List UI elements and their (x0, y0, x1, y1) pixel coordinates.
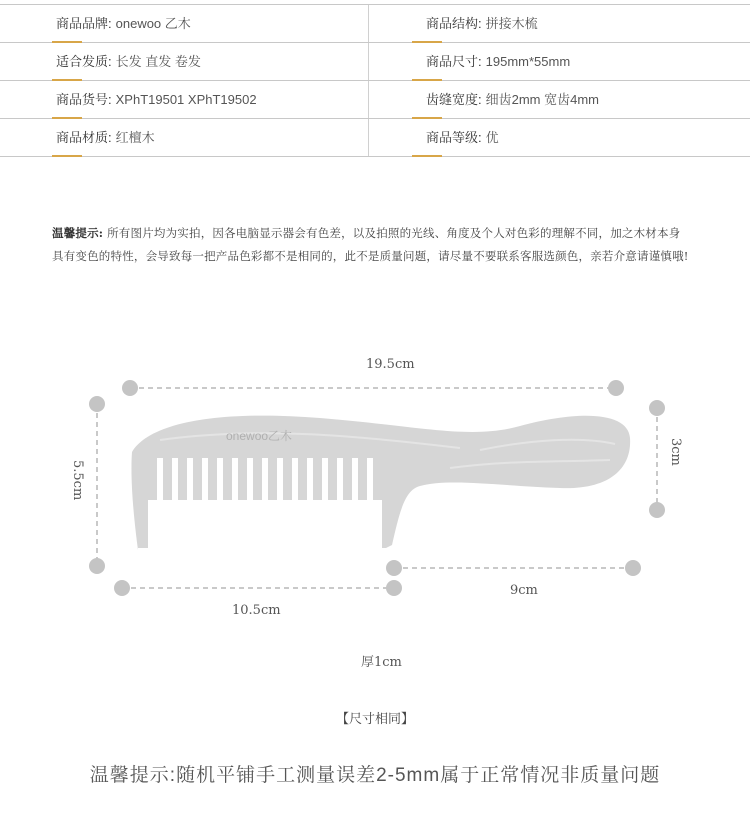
label-handle-height: 3cm (668, 438, 683, 466)
size-note: 【尺寸相同】 (335, 711, 414, 726)
label-thickness: 厚1cm (361, 655, 402, 670)
spec-label: 齿缝宽度: (426, 92, 482, 107)
spec-cell-structure (426, 5, 538, 42)
spec-cell-grade (426, 119, 499, 156)
spec-value: 细齿2mm 宽齿4mm (485, 92, 600, 107)
spec-value: 195mm*55mm (485, 54, 571, 69)
spec-row (0, 4, 750, 43)
measurement-tip: 温馨提示:随机平铺手工测量误差2-5mm属于正常情况非质量问题 (89, 765, 661, 786)
spec-cell-item-number (56, 81, 257, 118)
spec-cell-size (426, 43, 570, 80)
label-teeth-length: 10.5cm (232, 603, 281, 618)
comb-illustration (0, 340, 750, 700)
spec-cell-brand (56, 5, 191, 42)
spec-label: 商品货号: (56, 92, 112, 107)
label-total-length: 19.5cm (366, 357, 415, 372)
spec-value: 优 (485, 130, 499, 145)
comb-logo-text: onewoo乙木 (226, 429, 293, 443)
spec-cell-tooth-gap (426, 81, 599, 118)
comb-shape (131, 416, 630, 558)
spec-value: 拼接木梳 (485, 16, 538, 31)
spec-label: 商品结构: (426, 16, 482, 31)
spec-value: onewoo 乙木 (115, 16, 191, 31)
spec-cell-hair-type (56, 43, 201, 80)
label-comb-height: 5.5cm (70, 460, 85, 501)
spec-table (0, 0, 750, 153)
spec-row (0, 43, 750, 81)
spec-cell-material (56, 119, 155, 156)
spec-row (0, 119, 750, 157)
notice-text: 所有图片均为实拍，因各电脑显示器会有色差，以及拍照的光线、角度及个人对色彩的理解不同，加之木材本身具有变色的特性，会导致每一把产品色彩都不是相同的，此不是质量问题，请尽量不要联系客服选颜色，亲若介意请谨慎哦! (52, 226, 689, 263)
notice-lead: 温馨提示: (52, 226, 104, 240)
comb-dimension-diagram (0, 340, 750, 700)
spec-label: 适合发质: (56, 54, 112, 69)
spec-label: 商品尺寸: (426, 54, 482, 69)
spec-label: 商品品牌: (56, 16, 112, 31)
spec-value: 红檀木 (115, 130, 155, 145)
spec-value: 长发 直发 卷发 (115, 54, 201, 69)
notice-paragraph (52, 222, 692, 268)
spec-label: 商品等级: (426, 130, 482, 145)
spec-value: XPhT19501 XPhT19502 (115, 92, 257, 107)
spec-row (0, 81, 750, 119)
label-handle-length: 9cm (510, 583, 538, 598)
spec-label: 商品材质: (56, 130, 112, 145)
